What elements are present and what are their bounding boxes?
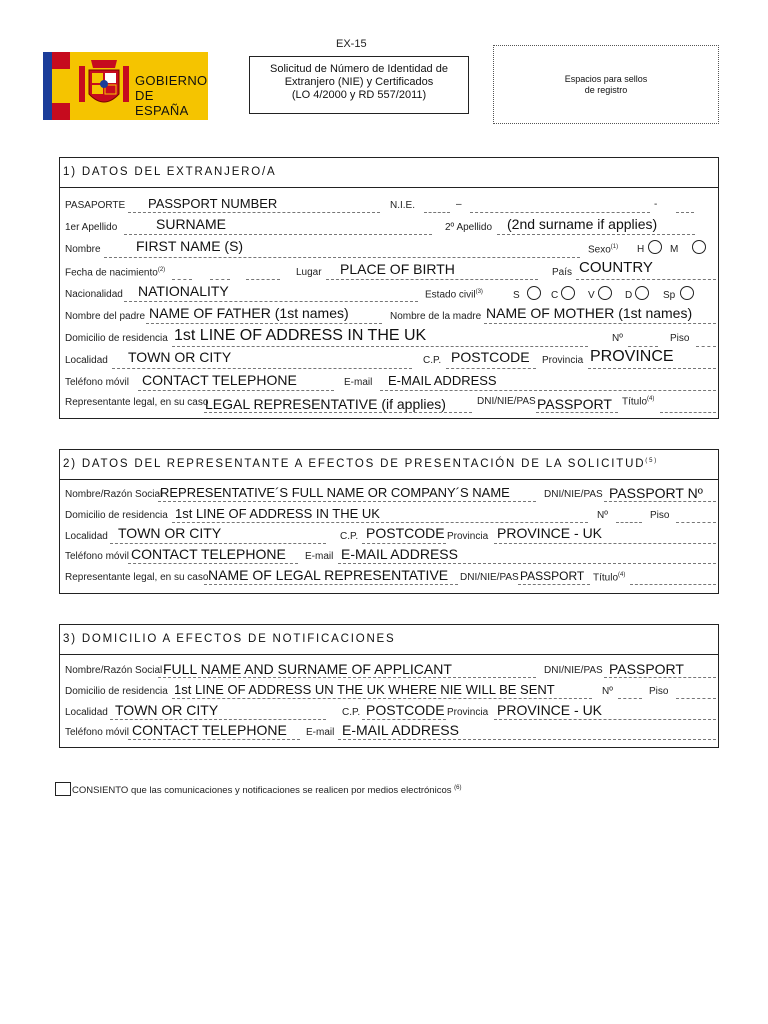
dni-field-line [536,412,618,413]
sexo-h-label: H [637,244,645,255]
cp-value[interactable]: POSTCODE [451,349,530,365]
estado-c-label: C [551,290,559,301]
s3-provincia-value[interactable]: PROVINCE - UK [497,702,603,718]
s2-email-value[interactable]: E-MAIL ADDRESS [341,546,458,562]
padre-label: Nombre del padre [65,311,146,322]
provincia-value[interactable]: PROVINCE [590,348,674,365]
government-logo [43,52,208,120]
dni-label: DNI/NIE/PAS [477,396,536,407]
form-code: EX-15 [336,38,367,50]
s3-provincia-field-line [494,719,716,720]
piso-field-line [696,346,716,347]
s2-telefono-field-line [128,563,298,564]
s2-nombre-field-line [158,501,536,502]
provincia-label: Provincia [542,355,584,366]
s2-cp-field-line [362,543,446,544]
s2-dni2-field-line [518,584,590,585]
domicilio-field-line [172,346,588,347]
representante-field-line [204,412,472,413]
s2-titulo-field-line [630,584,716,585]
s2-representante-label: Representante legal, en su caso [65,572,209,583]
consent-text: CONSIENTO que las comunicaciones y notificaciones se realicen por medios electrónicos $^{(6)}$ [72,785,462,797]
numero-field-line [628,346,658,347]
s2-email-label: E-mail [305,551,334,562]
s3-provincia-label: Provincia [447,707,489,718]
representante-value[interactable]: LEGAL REPRESENTATIVE (if applies) [205,396,446,412]
pasaporte-value[interactable]: PASSPORT NUMBER [148,196,278,211]
s3-telefono-label: Teléfono móvil [65,727,129,738]
estado-c-radio[interactable] [561,286,575,300]
s3-cp-label: C.P. [342,707,361,718]
s2-piso-label: Piso [650,510,670,521]
s2-localidad-field-line [110,543,326,544]
s3-localidad-label: Localidad [65,707,108,718]
s2-titulo-label: Título$^{(4)}$ [593,572,626,584]
nacionalidad-field-line [124,301,418,302]
s2-piso-field-line [676,522,716,523]
s2-dni2-label: DNI/NIE/PAS [460,572,519,583]
lugar-field-line [326,279,538,280]
s3-domicilio-value[interactable]: 1st LINE OF ADDRESS UN THE UK WHERE NIE WILL BE SENT [174,682,555,697]
estado-s-label: S [513,290,520,301]
s3-cp-field-line [362,719,446,720]
nie-field-part2 [470,212,650,213]
s3-numero-label: Nº [602,686,613,697]
s3-numero-field-line [618,698,642,699]
s3-dni-label: DNI/NIE/PAS [544,665,603,676]
email-value[interactable]: E-MAIL ADDRESS [388,373,497,388]
nie-field-part1 [424,212,450,213]
s2-cp-value[interactable]: POSTCODE [366,525,445,541]
logo-text-line2: DE ESPAÑA [135,88,189,118]
s3-nombre-field-line [158,677,536,678]
s2-provincia-value[interactable]: PROVINCE - UK [497,525,603,541]
telefono-value[interactable]: CONTACT TELEPHONE [142,372,297,388]
s2-numero-field-line [616,522,642,523]
nombre-value[interactable]: FIRST NAME (S) [136,238,244,254]
s3-piso-label: Piso [649,686,669,697]
s2-provincia-field-line [494,543,716,544]
s3-dni-field-line [604,677,716,678]
pais-value[interactable]: COUNTRY [579,259,653,276]
s2-dni2-value[interactable]: PASSPORT [520,569,585,583]
s2-email-field-line [338,563,716,564]
nie-field-part3 [676,212,694,213]
apellido1-field-line [124,234,432,235]
domicilio-value[interactable]: 1st LINE OF ADDRESS IN THE UK [174,327,427,344]
form-title-line1: Solicitud de Número de Identidad de [270,63,448,75]
madre-field-line [484,323,716,324]
cp-field-line [446,368,536,369]
s2-domicilio-label: Domicilio de residencia [65,510,168,521]
nacimiento-year-line [246,279,280,280]
estado-sp-radio[interactable] [680,286,694,300]
estado-d-radio[interactable] [635,286,649,300]
stamp-label-line1: Espacios para sellos [564,74,648,84]
estado-v-radio[interactable] [598,286,612,300]
s3-email-label: E-mail [306,727,335,738]
nie-separator-2: - [654,199,658,210]
s2-nombre-value[interactable]: REPRESENTATIVE´S FULL NAME OR COMPANY´S NAME [160,485,510,500]
sexo-h-radio[interactable] [648,240,662,254]
localidad-field-line [112,368,412,369]
s2-representante-field-line [204,584,458,585]
section3-title: 3) DOMICILIO A EFECTOS DE NOTIFICACIONES [60,625,718,655]
form-title-box [249,56,469,114]
estado-d-label: D [625,290,633,301]
lugar-value[interactable]: PLACE OF BIRTH [340,261,455,277]
pasaporte-field-line [128,212,380,213]
padre-field-line [146,323,382,324]
telefono-field-line [138,390,334,391]
nacimiento-month-line [210,279,230,280]
consent-checkbox[interactable] [55,782,71,796]
nie-label: N.I.E. [390,200,416,211]
s3-telefono-field-line [128,739,300,740]
madre-value[interactable]: NAME OF MOTHER (1st names) [486,305,693,321]
pais-label: País [552,267,573,278]
s3-nombre-label: Nombre/Razón Social [65,665,163,676]
apellido2-field-line [497,234,695,235]
email-field-line [380,390,716,391]
email-label: E-mail [344,377,373,388]
s2-dni-label: DNI/NIE/PAS [544,489,603,500]
dni-value[interactable]: PASSPORT [537,396,612,412]
s3-localidad-field-line [110,719,326,720]
logo-text-line1: GOBIERNO [135,73,208,88]
localidad-value[interactable]: TOWN OR CITY [128,349,232,365]
nacimiento-label: Fecha de nacimiento$^{(2)}$ [65,267,166,279]
s2-dni-field-line [604,501,716,502]
lugar-label: Lugar [296,267,322,278]
sexo-m-label: M [670,244,679,255]
s3-domicilio-label: Domicilio de residencia [65,686,168,697]
sexo-label: Sexo$^{(1)}$ [588,244,619,256]
s2-domicilio-value[interactable]: 1st LINE OF ADDRESS IN THE UK [175,506,380,521]
domicilio-label: Domicilio de residencia [65,333,168,344]
apellido1-label: 1er Apellido [65,222,118,233]
section1-title: 1) DATOS DEL EXTRANJERO/A [60,158,718,188]
provincia-field-line [588,368,716,369]
estado-s-radio[interactable] [527,286,541,300]
madre-label: Nombre de la madre [390,311,482,322]
apellido2-value[interactable]: (2nd surname if applies) [507,216,658,232]
localidad-label: Localidad [65,355,108,366]
s3-email-field-line [338,739,716,740]
cp-label: C.P. [423,355,442,366]
telefono-label: Teléfono móvil [65,377,129,388]
s3-cp-value[interactable]: POSTCODE [366,702,445,718]
form-title-line2: Extranjero (NIE) y Certificados [284,76,434,88]
s2-localidad-label: Localidad [65,531,108,542]
sexo-m-radio[interactable] [692,240,706,254]
titulo-field-line [660,412,716,413]
nombre-label: Nombre [65,244,101,255]
piso-label: Piso [670,333,690,344]
s3-localidad-value[interactable]: TOWN OR CITY [115,702,219,718]
nacionalidad-label: Nacionalidad [65,289,123,300]
eu-stripe [43,52,52,120]
nacimiento-day-line [172,279,192,280]
numero-label: Nº [612,333,623,344]
nacionalidad-value[interactable]: NATIONALITY [138,283,229,299]
estado-civil-label: Estado civil$^{(3)}$ [425,289,483,301]
s3-piso-field-line [676,698,716,699]
s2-provincia-label: Provincia [447,531,489,542]
pasaporte-label: PASAPORTE [65,200,126,211]
s3-nombre-value[interactable]: FULL NAME AND SURNAME OF APPLICANT [163,661,452,677]
s3-dni-value[interactable]: PASSPORT [609,661,684,677]
s2-cp-label: C.P. [340,531,359,542]
coat-of-arms-icon [75,56,133,116]
nie-separator-1: – [456,199,462,210]
representante-label: Representante legal, en su caso [65,397,209,408]
section2-title: 2) DATOS DEL REPRESENTANTE A EFECTOS DE PRESENTACIÓN DE LA SOLICITUD$^{(5)}$ [60,450,718,480]
estado-v-label: V [588,290,595,301]
flag-stripe [52,52,70,120]
pais-field-line [576,279,716,280]
s2-representante-value[interactable]: NAME OF LEGAL REPRESENTATIVE [208,567,449,583]
s3-domicilio-field-line [172,698,592,699]
apellido2-label: 2º Apellido [445,222,493,233]
nombre-field-line [104,257,580,258]
s2-telefono-label: Teléfono móvil [65,551,129,562]
s3-email-value[interactable]: E-MAIL ADDRESS [342,722,459,738]
s2-nombre-label: Nombre/Razón Social [65,489,163,500]
s2-localidad-value[interactable]: TOWN OR CITY [118,525,222,541]
s2-domicilio-field-line [172,522,588,523]
apellido1-value[interactable]: SURNAME [156,216,227,232]
s2-telefono-value[interactable]: CONTACT TELEPHONE [131,546,286,562]
form-title-line3: (LO 4/2000 y RD 557/2011) [291,89,427,101]
s2-dni-value[interactable]: PASSPORT Nº [609,485,703,501]
padre-value[interactable]: NAME OF FATHER (1st names) [149,305,349,321]
registry-stamp-box [493,45,719,124]
titulo-label: Título$^{(4)}$ [622,396,655,408]
stamp-label-line2: de registro [584,85,628,95]
estado-sp-label: Sp [663,290,676,301]
s2-numero-label: Nº [597,510,608,521]
s3-telefono-value[interactable]: CONTACT TELEPHONE [132,722,287,738]
